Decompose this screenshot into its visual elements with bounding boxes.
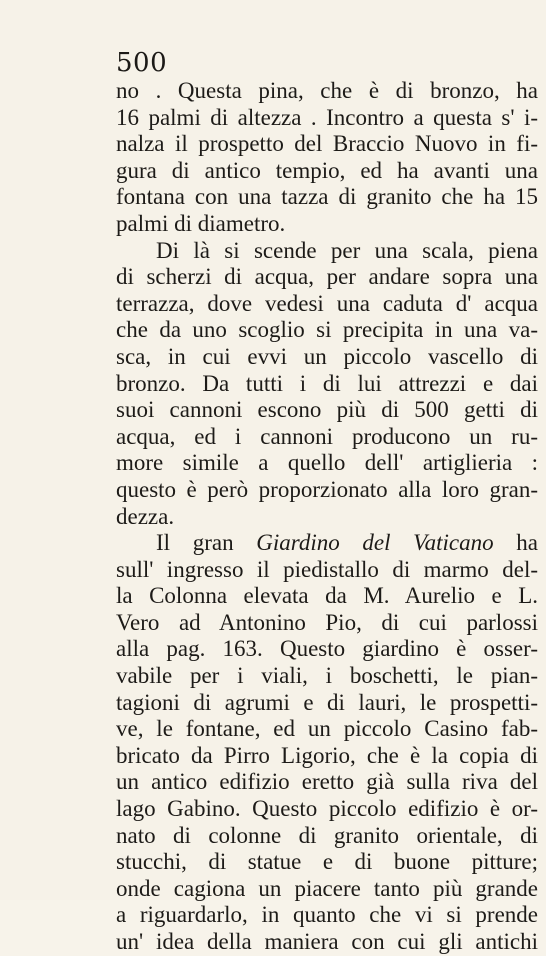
text-line: sull' ingresso il piedistallo di marmo del- [116,556,538,582]
text-line: bronzo. Da tutti i di lui attrezzi e dai [116,370,538,396]
text-line: vabile per i viali, i boschetti, le pian- [116,663,538,689]
text-line: stucchi, di statue e di buone pitture; [116,849,538,875]
text-line: suoi cannoni escono più di 500 getti di [116,397,538,423]
text-line: tagioni di agrumi e di lauri, le prospetti- [116,689,538,715]
text-line: ve, le fontane, ed un piccolo Casino fab- [116,716,538,742]
text-line: gura di antico tempio, ed ha avanti una [116,157,538,183]
body-text [116,78,538,956]
italic-title: Giardino del Vaticano [256,530,494,556]
text-segment: ha [493,530,538,556]
text-line: more simile a quello dell' artiglieria : [116,450,538,476]
text-line: la Colonna elevata da M. Aurelio e L. [116,583,538,609]
text-line: questo è però proporzionato alla loro gran- [116,476,538,502]
text-line: fontana con una tazza di granito che ha 15 [116,184,538,210]
text-line: Vero ad Antonino Pio, di cui parlossi [116,609,538,635]
text-line: lago Gabino. Questo piccolo edifizio è or- [116,796,538,822]
text-line: 16 palmi di altezza . Incontro a questa s' i- [116,104,538,130]
text-line: acqua, ed i cannoni producono un ru- [116,423,538,449]
text-line: a riguardarlo, in quanto che vi si prende [116,902,538,928]
text-line: Di là si scende per una scala, piena [156,237,538,263]
text-line: alla pag. 163. Questo giardino è osser- [116,636,538,662]
text-line: sca, in cui evvi un piccolo vascello di [116,343,538,369]
text-line: nalza il prospetto del Braccio Nuovo in fi- [116,131,538,157]
text-line: no . Questa pina, che è di bronzo, ha [116,78,538,103]
page-number: 500 [116,48,168,78]
text-line: nato di colonne di granito orientale, di [116,822,538,848]
text-line: dezza. [116,503,175,529]
text-line: bricato da Pirro Ligorio, che è la copia di [116,742,538,768]
text-segment: Il gran [156,530,257,556]
text-line: palmi di diametro. [116,210,286,236]
text-line: onde cagiona un piacere tanto più grande [116,875,538,901]
text-line: che da uno scoglio si precipita in una va- [116,317,538,343]
text-line: un antico edifizio eretto già sulla riva del [116,769,538,795]
text-line: di scherzi di acqua, per andare sopra una [116,264,538,290]
text-line [116,530,538,557]
text-line: terrazza, dove vedesi una caduta d' acqua [116,290,538,316]
text-line: un' idea della maniera con cui gli antichi [116,929,538,954]
